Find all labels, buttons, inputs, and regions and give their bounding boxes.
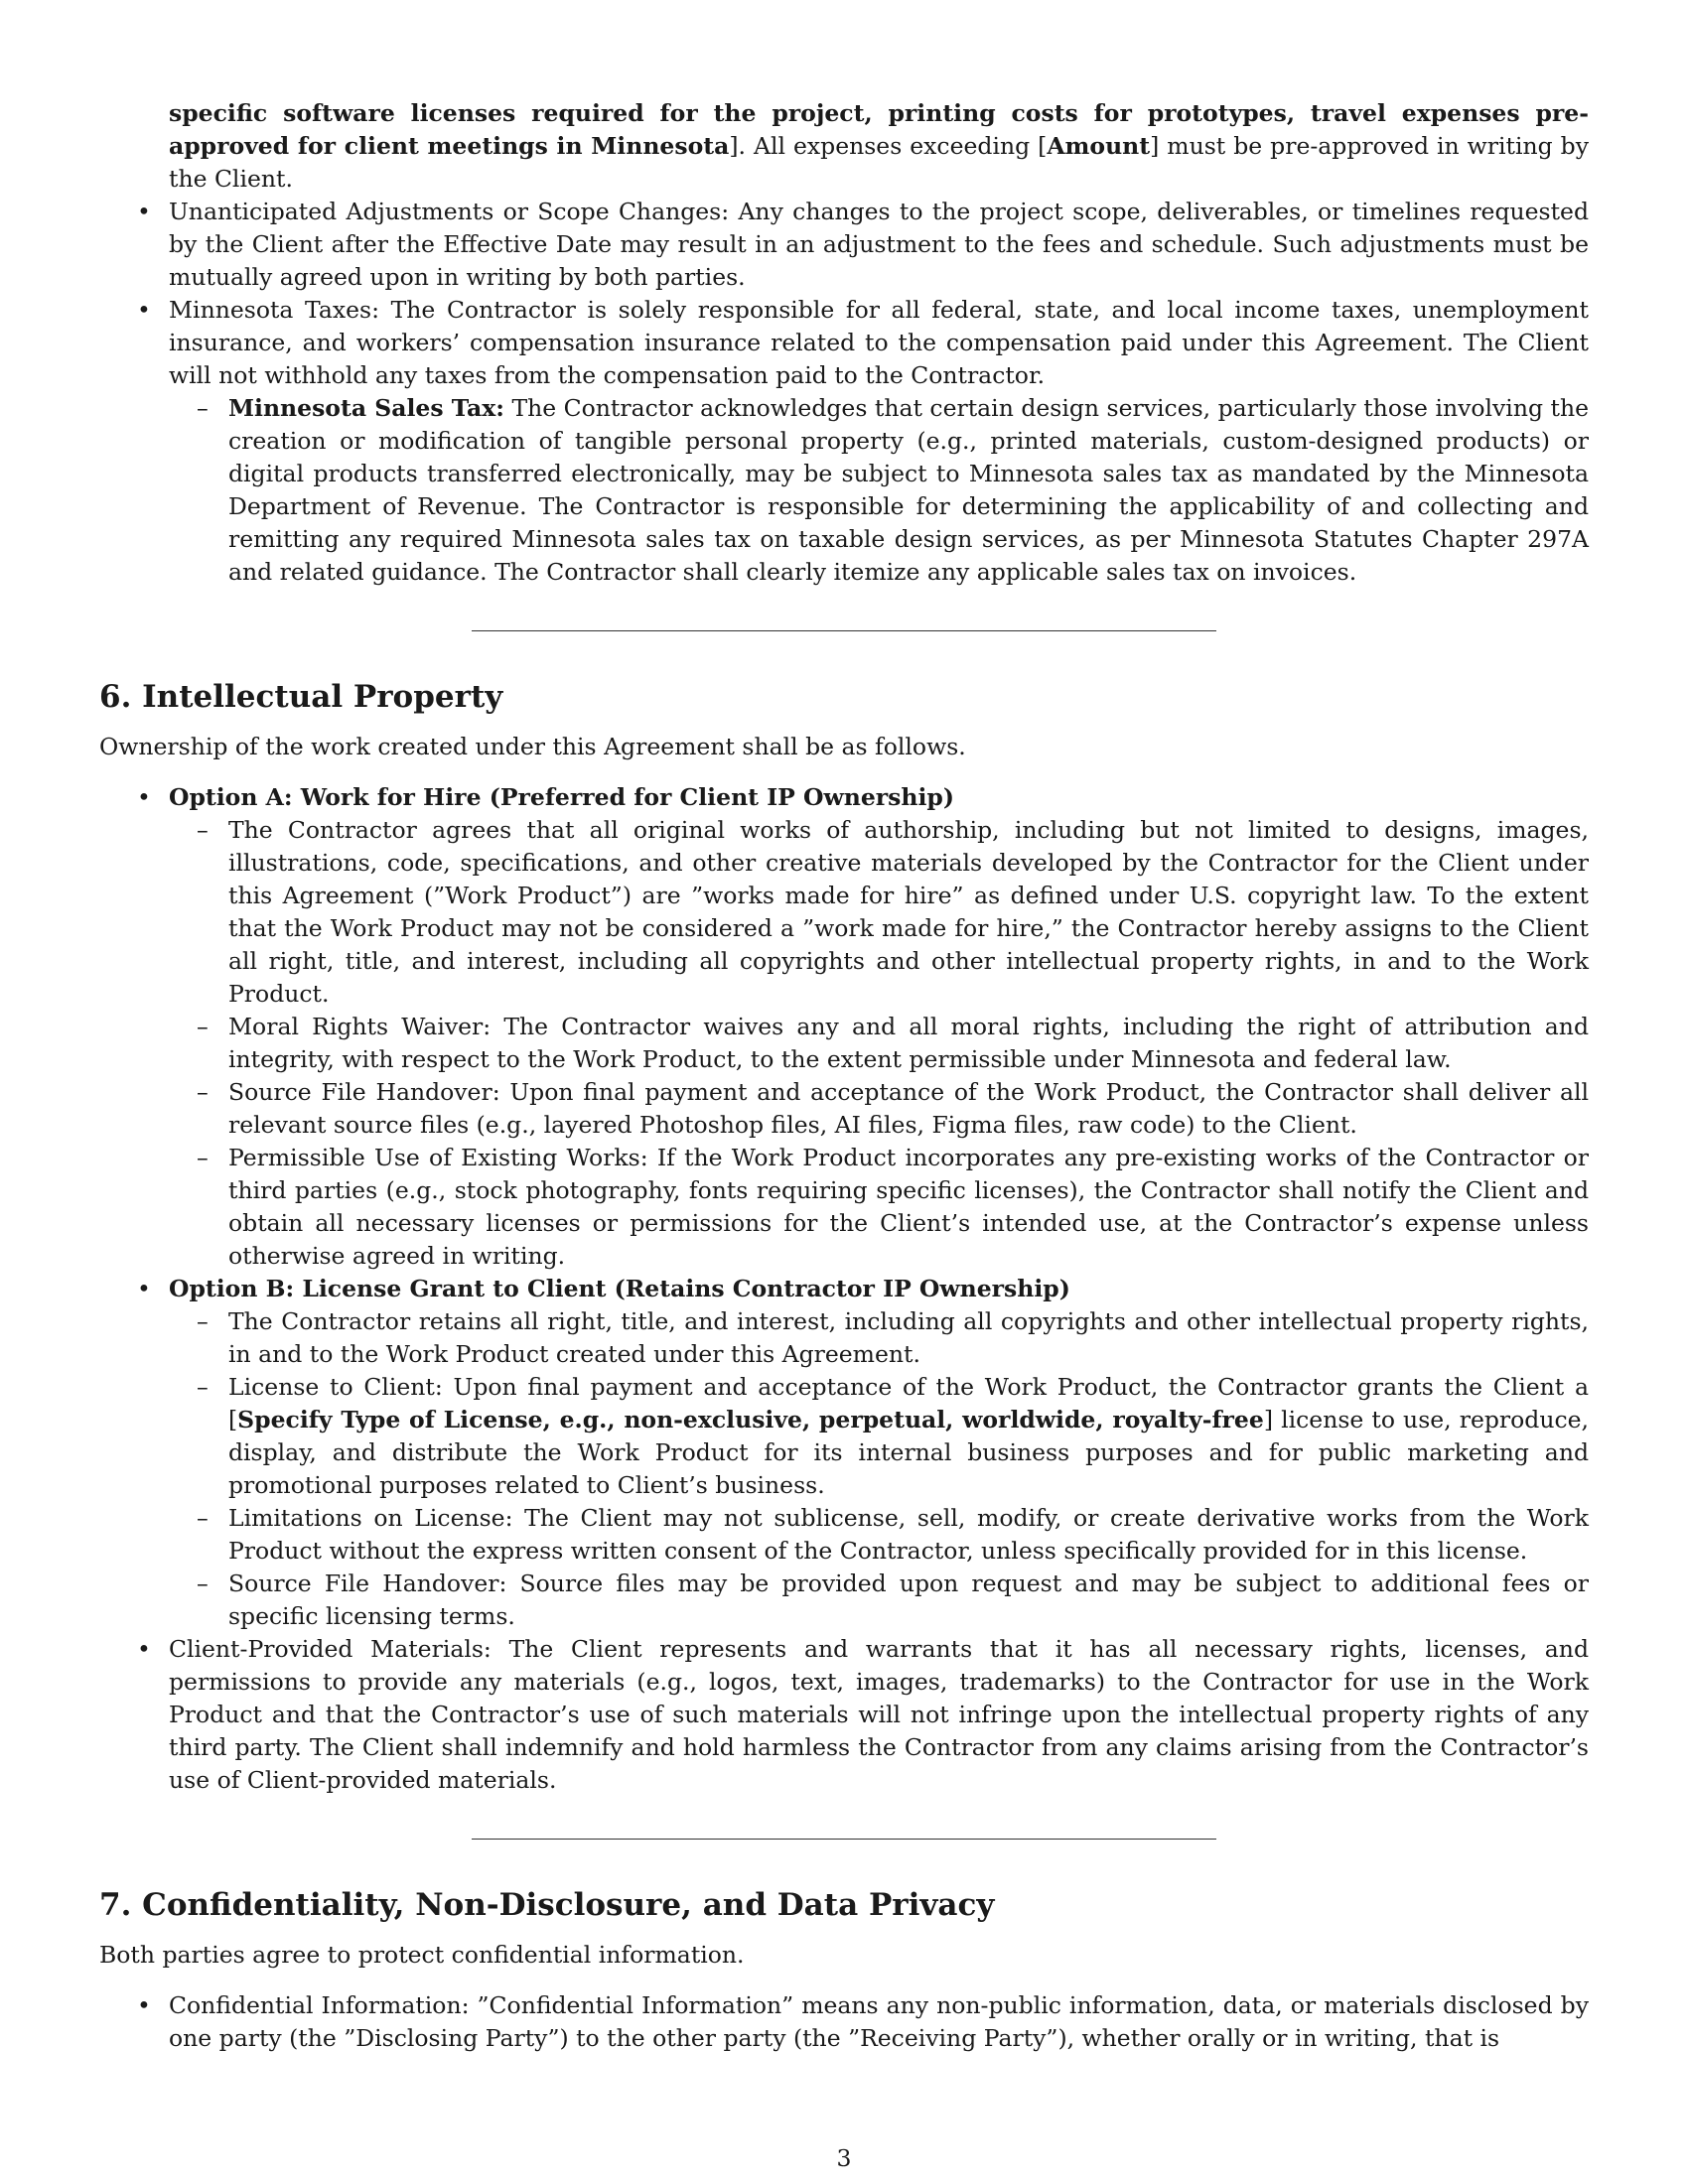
bullet-icon: •: [137, 1991, 151, 2019]
option-b-item: – License to Client: Upon final payment and acceptance of the Work Product, the Contractor grants the Client a [Specify Type of License, e.g., non-exclusive, perpetual, worldwide, royalty-free] license to use, reproduce, display, and distribute the Work Product for its internal business purposes and for public marketing and promotional purposes related to Client’s business.: [197, 1373, 1589, 1499]
section-divider: [472, 630, 1216, 631]
bullet-icon: •: [137, 1635, 151, 1663]
list-item-client-materials: • Client-Provided Materials: The Client represents and warrants that it has all necessary rights, licenses, and permissions to provide any materials (e.g., logos, text, images, trademarks) to the Contractor for use in the Work Product and that the Contractor’s use of such materials will not infringe upon the intellectual property rights of any third party. The Client shall indemnify and hold harmless the Contractor from any claims arising from the Contractor’s use of Client-provided materials.: [137, 1635, 1589, 1794]
dash-icon: –: [197, 1144, 209, 1171]
bullet-icon: •: [137, 296, 151, 324]
expenses-bold-text: specific software licenses required for the project, printing costs for prototypes, travel expenses pre-approved for client meetings in Minnesota: [169, 99, 1589, 160]
option-a-item: – Moral Rights Waiver: The Contractor waives any and all moral rights, including the right of attribution and integrity, with respect to the Work Product, to the extent permissible under Minnesota and federal law.: [197, 1013, 1589, 1073]
list-item-scope-changes: • Unanticipated Adjustments or Scope Changes: Any changes to the project scope, deliverables, or timelines requested by the Client after the Effective Date may result in an adjustment to the fees and schedule. Such adjustments must be mutually agreed upon in writing by both parties.: [137, 198, 1589, 291]
bullet-icon: •: [137, 783, 151, 811]
dash-icon: –: [197, 1504, 209, 1532]
option-b-item: – Source File Handover: Source files may be provided upon request and may be subject to additional fees or specific licensing terms.: [197, 1570, 1589, 1630]
option-a-item: – Source File Handover: Upon final payment and acceptance of the Work Product, the Contractor shall deliver all relevant source files (e.g., layered Photoshop files, AI files, Figma files, raw code) to the Client.: [197, 1078, 1589, 1139]
expenses-continuation: specific software licenses required for the project, printing costs for prototypes, travel expenses pre-approved for client meetings in Minnesota]. All expenses exceeding [Amount] must be pre-approved in writing by the Client.: [169, 99, 1589, 193]
option-a-item: – Permissible Use of Existing Works: If the Work Product incorporates any pre-existing works of the Contractor or third parties (e.g., stock photography, fonts requiring specific licenses), the Contractor shall notify the Client and obtain all necessary licenses or permissions for the Client’s intended use, at the Contractor’s expense unless otherwise agreed in writing.: [197, 1144, 1589, 1270]
amount-placeholder: Amount: [1047, 132, 1151, 160]
dash-icon: –: [197, 1307, 209, 1335]
bullet-icon: •: [137, 1275, 151, 1302]
option-b-item: – Limitations on License: The Client may not sublicense, sell, modify, or create derivative works from the Work Product without the express written consent of the Contractor, unless specifically provided for in this license.: [197, 1504, 1589, 1565]
option-b-title: • Option B: License Grant to Client (Retains Contractor IP Ownership): [99, 1273, 1589, 1305]
section-divider: [472, 1839, 1216, 1840]
section-heading-intellectual-property: 6. Intellectual Property: [99, 679, 503, 715]
dash-icon: –: [197, 816, 209, 844]
section5-list: [99, 196, 1589, 589]
section-intro: Both parties agree to protect confidential information.: [99, 1941, 745, 1969]
option-a-item: – The Contractor agrees that all original works of authorship, including but not limited to designs, images, illustrations, code, specifications, and other creative materials developed by the Contractor for the Client under this Agreement (”Work Product”) are ”works made for hire” as defined under U.S. copyright law. To the extent that the Work Product may not be considered a ”work made for hire,” the Contractor hereby assigns to the Client all right, title, and interest, including all copyrights and other intellectual property rights, in and to the Work Product.: [197, 816, 1589, 1008]
page-number: 3: [836, 2144, 852, 2172]
list-item-minnesota-taxes: • Minnesota Taxes: The Contractor is solely responsible for all federal, state, and local income taxes, unemployment insurance, and workers’ compensation insurance related to the compensation paid under this Agreement. The Client will not withhold any taxes from the compensation paid to the Contractor.: [137, 296, 1589, 389]
license-type-placeholder: Specify Type of License, e.g., non-exclusive, perpetual, worldwide, royalty-free: [237, 1406, 1264, 1433]
section-heading-confidentiality: 7. Confidentiality, Non-Disclosure, and Data Privacy: [99, 1887, 995, 1923]
option-b-item: – The Contractor retains all right, title, and interest, including all copyrights and other intellectual property rights, in and to the Work Product created under this Agreement.: [197, 1307, 1589, 1368]
section-intro: Ownership of the work created under this Agreement shall be as follows.: [99, 733, 966, 760]
dash-icon: –: [197, 1570, 209, 1597]
dash-icon: –: [197, 1373, 209, 1401]
bullet-icon: •: [137, 198, 151, 225]
document-page: [99, 97, 1589, 2055]
sales-tax-label: Minnesota Sales Tax:: [228, 394, 504, 422]
section6-list: [99, 781, 1589, 1797]
section7-list: [99, 1989, 1589, 2055]
dash-icon: –: [197, 394, 209, 422]
dash-icon: –: [197, 1078, 209, 1106]
option-a-title: • Option A: Work for Hire (Preferred for Client IP Ownership): [99, 781, 1589, 814]
dash-icon: –: [197, 1013, 209, 1040]
sublist-item-sales-tax: – Minnesota Sales Tax: The Contractor acknowledges that certain design services, particularly those involving the creation or modification of tangible personal property (e.g., printed materials, custom-designed products) or digital products transferred electronically, may be subject to Minnesota sales tax as mandated by the Minnesota Department of Revenue. The Contractor is responsible for determining the applicability of and collecting and remitting any required Minnesota sales tax on taxable design services, as per Minnesota Statutes Chapter 297A and related guidance. The Contractor shall clearly itemize any applicable sales tax on invoices.: [197, 394, 1589, 586]
list-item-confidential-information: • Confidential Information: ”Confidential Information” means any non-public information, data, or materials disclosed by one party (the ”Disclosing Party”) to the other party (the ”Receiving Party”), whether orally or in writing, that is: [137, 1991, 1589, 2052]
